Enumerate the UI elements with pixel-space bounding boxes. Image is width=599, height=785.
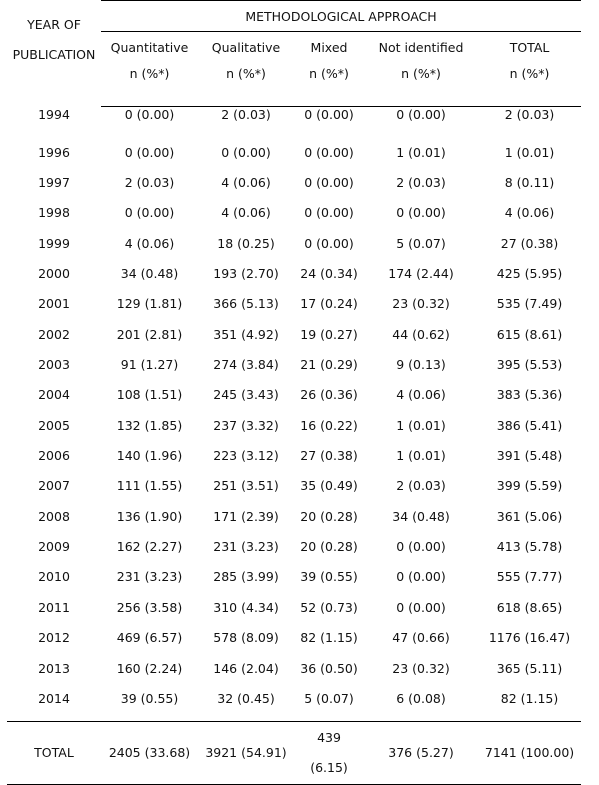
cell-qualitative: 578 (8.09) [213,630,279,646]
cell-mixed: 21 (0.29) [300,357,358,373]
cell-year: 2005 [38,417,70,433]
cell-mixed: 17 (0.24) [300,296,358,312]
cell-qualitative: 245 (3.43) [213,387,279,403]
cell-total: 2 (0.03) [504,107,555,122]
cell-year: 1999 [38,235,70,251]
total-not-identified: 376 (5.27) [364,721,478,784]
cell-not-identified: 0 (0.00) [396,569,446,585]
cell-year: 2013 [38,660,70,676]
year-header-line1: YEAR OF [27,16,81,32]
cell-qualitative: 285 (3.99) [213,569,279,585]
table-row [7,410,581,440]
cell-total: 4 (0.06) [504,205,555,221]
cell-total: 413 (5.78) [496,539,563,555]
cell-year: 2007 [38,478,70,494]
cell-quantitative: 0 (0.00) [124,144,175,160]
cell-not-identified: 0 (0.00) [396,107,446,122]
cell-qualitative: 223 (3.12) [213,448,279,464]
cell-quantitative: 108 (1.51) [116,387,183,403]
cell-qualitative: 171 (2.39) [213,508,279,524]
cell-quantitative: 111 (1.55) [116,478,183,494]
table-row [7,349,581,379]
cell-not-identified: 34 (0.48) [392,508,450,524]
table-row [7,501,581,531]
cell-quantitative: 469 (6.57) [116,630,183,646]
cell-qualitative: 146 (2.04) [213,660,279,676]
cell-qualitative: 32 (0.45) [217,690,275,706]
cell-quantitative: 4 (0.06) [124,235,175,251]
cell-year: 2014 [38,690,70,706]
cell-mixed: 20 (0.28) [300,539,358,555]
cell-year: 2009 [38,539,70,555]
cell-total: 615 (8.61) [496,326,563,342]
cell-total: 425 (5.95) [496,266,563,282]
cell-mixed: 0 (0.00) [304,144,354,160]
cell-quantitative: 140 (1.96) [116,448,183,464]
table-row [7,380,581,410]
cell-qualitative: 366 (5.13) [213,296,279,312]
cell-total: 1 (0.01) [504,144,555,160]
table-row [7,440,581,470]
cell-year: 2004 [38,387,70,403]
cell-not-identified: 5 (0.07) [396,235,446,251]
cell-quantitative: 160 (2.24) [116,660,183,676]
cell-not-identified: 1 (0.01) [396,448,446,464]
total-row [7,721,581,784]
cell-total: 383 (5.36) [496,387,563,403]
cell-qualitative: 274 (3.84) [213,357,279,373]
table-row [7,228,581,258]
cell-quantitative: 256 (3.58) [116,599,183,615]
cell-qualitative: 193 (2.70) [213,266,279,282]
table-row [7,683,581,713]
cell-qualitative: 2 (0.03) [221,107,271,122]
cell-not-identified: 0 (0.00) [396,205,446,221]
methodological-approach-header: METHODOLOGICAL APPROACH [101,1,581,32]
unit-quantitative: n (%*) [101,62,198,107]
total-label: TOTAL [7,721,101,784]
cell-total: 618 (8.65) [496,599,563,615]
cell-qualitative: 310 (4.34) [213,599,279,615]
cell-total: 395 (5.53) [496,357,563,373]
unit-mixed: n (%*) [294,62,364,107]
table-row [7,531,581,561]
publication-table-container [7,0,581,785]
table-row [7,167,581,197]
col-header-not-identified: Not identified [364,32,478,63]
total-qualitative: 3921 (54.91) [198,721,294,784]
cell-total: 1176 (16.47) [488,630,571,646]
cell-total: 361 (5.06) [496,508,563,524]
table-row [7,258,581,288]
cell-year: 1994 [38,106,70,122]
methodological-approach-table [7,0,581,785]
cell-mixed: 0 (0.00) [304,205,354,221]
cell-not-identified: 1 (0.01) [396,417,446,433]
cell-quantitative: 39 (0.55) [120,690,179,706]
table-row [7,107,581,138]
cell-not-identified: 174 (2.44) [388,266,454,282]
cell-not-identified: 0 (0.00) [396,599,446,615]
cell-not-identified: 6 (0.08) [396,690,446,706]
cell-total: 391 (5.48) [496,448,563,464]
cell-not-identified: 9 (0.13) [396,357,446,373]
table-body [7,107,581,785]
total-quantitative: 2405 (33.68) [101,721,198,784]
cell-not-identified: 23 (0.32) [392,296,450,312]
table-row [7,562,581,592]
cell-year: 2003 [38,357,70,373]
cell-mixed: 35 (0.49) [300,478,358,494]
cell-not-identified: 1 (0.01) [396,144,446,160]
cell-mixed: 39 (0.55) [300,569,358,585]
cell-not-identified: 2 (0.03) [396,478,446,494]
cell-quantitative: 136 (1.90) [116,508,183,524]
unit-total: n (%*) [478,62,581,107]
cell-qualitative: 231 (3.23) [213,539,279,555]
cell-quantitative: 231 (3.23) [116,569,183,585]
cell-qualitative: 351 (4.92) [213,326,279,342]
total-mixed-percent: (6.15) [310,759,348,775]
table-row [7,289,581,319]
cell-mixed: 27 (0.38) [300,448,358,464]
unit-qualitative: n (%*) [198,62,294,107]
cell-year: 1996 [38,144,70,160]
cell-qualitative: 4 (0.06) [221,205,271,221]
cell-qualitative: 4 (0.06) [221,175,271,191]
cell-total: 82 (1.15) [500,690,559,706]
table-row [7,592,581,622]
cell-qualitative: 251 (3.51) [213,478,279,494]
cell-quantitative: 0 (0.00) [124,205,175,221]
cell-year: 2012 [38,630,70,646]
cell-mixed: 19 (0.27) [300,326,358,342]
cell-not-identified: 0 (0.00) [396,539,446,555]
cell-total: 386 (5.41) [496,417,563,433]
cell-mixed: 24 (0.34) [300,266,358,282]
cell-total: 365 (5.11) [496,660,563,676]
cell-qualitative: 0 (0.00) [221,144,271,160]
cell-quantitative: 2 (0.03) [124,175,175,191]
cell-mixed: 5 (0.07) [304,690,354,706]
cell-year: 2001 [38,296,70,312]
cell-not-identified: 4 (0.06) [396,387,446,403]
col-header-total: TOTAL [478,32,581,63]
cell-year: 1997 [38,175,70,191]
table-row [7,653,581,683]
cell-mixed: 20 (0.28) [300,508,358,524]
cell-mixed: 0 (0.00) [304,175,354,191]
table-row [7,471,581,501]
cell-mixed: 82 (1.15) [300,630,358,646]
cell-quantitative: 129 (1.81) [116,296,183,312]
table-row [7,137,581,167]
cell-mixed: 0 (0.00) [304,235,354,251]
cell-mixed: 26 (0.36) [300,387,358,403]
table-row [7,198,581,228]
cell-year: 2008 [38,508,70,524]
cell-not-identified: 23 (0.32) [392,660,450,676]
total-mixed [294,721,364,784]
cell-year: 2006 [38,448,70,464]
cell-not-identified: 44 (0.62) [392,326,450,342]
table-spacer [7,714,581,722]
cell-total: 27 (0.38) [500,235,559,251]
cell-qualitative: 237 (3.32) [213,417,279,433]
cell-total: 535 (7.49) [496,296,563,312]
cell-quantitative: 201 (2.81) [116,326,183,342]
cell-mixed: 16 (0.22) [300,417,358,433]
cell-total: 555 (7.77) [496,569,563,585]
cell-total: 8 (0.11) [504,175,555,191]
cell-year: 2011 [38,599,70,615]
cell-quantitative: 162 (2.27) [116,539,183,555]
cell-mixed: 52 (0.73) [300,599,358,615]
col-header-mixed: Mixed [294,32,364,63]
col-header-qualitative: Qualitative [198,32,294,63]
cell-year: 2002 [38,326,70,342]
year-of-publication-header [7,1,101,107]
cell-not-identified: 2 (0.03) [396,175,446,191]
cell-quantitative: 132 (1.85) [116,417,183,433]
table-row [7,319,581,349]
col-header-quantitative: Quantitative [101,32,198,63]
cell-quantitative: 34 (0.48) [120,266,179,282]
table-row [7,623,581,653]
cell-total: 399 (5.59) [496,478,563,494]
total-mixed-count: 439 [317,729,341,745]
cell-mixed: 0 (0.00) [304,107,354,122]
cell-mixed: 36 (0.50) [300,660,358,676]
cell-not-identified: 47 (0.66) [392,630,450,646]
cell-quantitative: 0 (0.00) [124,107,175,122]
table-header [7,1,581,107]
cell-year: 2010 [38,569,70,585]
cell-year: 2000 [38,266,70,282]
total-total: 7141 (100.00) [478,721,581,784]
unit-not-identified: n (%*) [364,62,478,107]
year-header-line2: PUBLICATION [12,46,96,62]
cell-year: 1998 [38,205,70,221]
cell-qualitative: 18 (0.25) [217,235,275,251]
cell-quantitative: 91 (1.27) [120,357,179,373]
